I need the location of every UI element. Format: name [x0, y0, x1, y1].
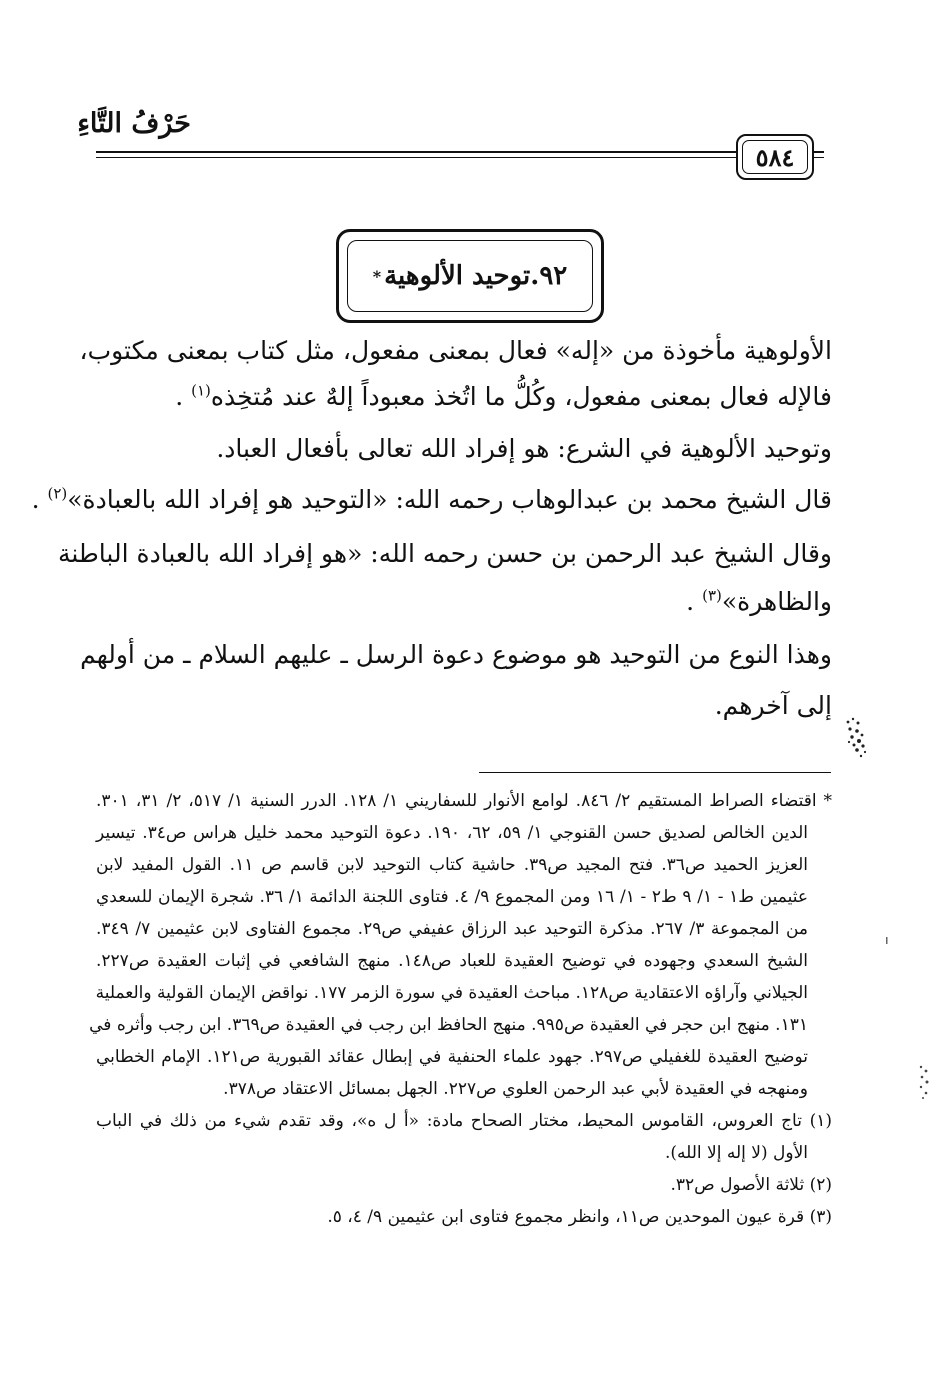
scan-speck-icon — [915, 1062, 933, 1102]
footnote-2: (٢) ثلاثة الأصول ص٣٢. — [670, 1175, 832, 1195]
line-end-period: . — [31, 485, 40, 514]
header-rule — [96, 151, 738, 153]
line-end-period: . — [175, 382, 184, 411]
footnote-line: الجيلاني وآراؤه الاعتقادية ص١٢٨. مباحث العقيدة في سورة الزمر ١٧٧. نواقض الإيمان القولية والعملية — [95, 983, 808, 1003]
footnote-star-marker: * — [823, 791, 833, 811]
body-line-text: قال الشيخ محمد بن عبدالوهاب رحمه الله: «التوحيد هو إفراد الله بالعبادة» — [67, 485, 832, 514]
footnote-line: الشيخ السعدي وجهوده في توضيح العقيدة للعباد ص١٤٨. منهج الشافعي في إثبات العقيدة ص٢٢٧. — [96, 951, 808, 971]
footnote-line: ومنهجه في العقيدة لأبي عبد الرحمن العلوي ص٢٢٧. الجهل بمسائل الاعتقاد ص٣٧٨. — [223, 1079, 808, 1099]
body-paragraph-line: وتوحيد الألوهية في الشرع: هو إفراد الله تعالى بأفعال العباد. — [216, 434, 832, 463]
footnote-line: الدين الخالص لصديق حسن القنوجي ١/ ٥٩، ٦٢، ١٩٠. دعوة التوحيد محمد خليل هراس ص٣٤. تيسير — [96, 823, 809, 843]
footnote-line — [96, 786, 832, 816]
ornament-icon — [838, 714, 872, 764]
body-paragraph-line — [175, 377, 832, 417]
body-paragraph-line — [32, 480, 832, 520]
footnote-separator — [479, 772, 831, 773]
footnote-text: اقتضاء الصراط المستقيم ٢/ ٨٤٦. لوامع الأنوار للسفاريني ١/ ١٢٨. الدرر السنية ١/ ٥١٧، ٢/ ٣١، ٣٠١. — [96, 791, 817, 811]
header-rule-thin — [96, 157, 738, 158]
footnote-line: توضيح العقيدة للغفيلي ص٢٩٧. جهود علماء الحنفية في إبطال عقائد القبورية ص١٢١. الإمام الخطابي — [96, 1047, 809, 1067]
footnote-line: العزيز الحميد ص٣٦. فتح المجيد ص٣٩. حاشية كتاب التوحيد لابن قاسم ص ١١. القول المفيد لابن — [96, 855, 808, 875]
running-head: حَرْفُ التَّاءِ — [77, 108, 191, 139]
footnote-line: عثيمين ط١ - ١/ ٩ ط٢ - ١/ ١٦ ومن المجموع ٩/ ٤. فتاوى اللجنة الدائمة ١/ ٣٦. شجرة الإيمان للسعدي — [96, 887, 808, 907]
scan-speck-icon — [884, 936, 890, 946]
body-paragraph-line: إلى آخرهم. — [714, 691, 832, 720]
chapter-title-box — [336, 229, 604, 323]
footnote-ref-3: (٣) — [702, 586, 722, 605]
body-paragraph-line: وقال الشيخ عبد الرحمن بن حسن رحمه الله: «هو إفراد الله بالعبادة الباطنة — [57, 539, 832, 568]
body-line-text: والظاهرة» — [721, 587, 832, 616]
footnote-line: ١٣١. منهج ابن حجر في العقيدة ص٩٩٥. منهج الحافظ ابن رجب في العقيدة ص٣٦٩. ابن رجب وأثره في — [89, 1015, 808, 1035]
body-paragraph-line: الأولوهية مأخوذة من «إله» فعال بمعنى مفعول، مثل كتاب بمعنى مكتوب، — [79, 336, 832, 365]
line-end-period: . — [686, 587, 695, 616]
footnote-3: (٣) قرة عيون الموحدين ص١١، وانظر مجموع فتاوى ابن عثيمين ٩/ ٤، ٥. — [327, 1207, 832, 1227]
footnote-line: من المجموعة ٣/ ٢٦٧. مذكرة التوحيد عبد الرزاق عفيفي ص٢٩. مجموع الفتاوى لابن عثيمين ٧/ ٣٤٩. — [96, 919, 808, 939]
body-paragraph-line — [686, 582, 832, 622]
body-paragraph-line: وهذا النوع من التوحيد هو موضوع دعوة الرسل ـ عليهم السلام ـ من أولهم — [80, 640, 832, 669]
chapter-title-text: ٩٢.توحيد الألوهية — [384, 261, 568, 291]
page-number: ٥٨٤ — [736, 134, 814, 180]
footnote-1-cont: الأول (لا إله إلا الله). — [664, 1143, 808, 1163]
footnote-ref-2: (٢) — [47, 484, 68, 503]
footnote-1: (١) تاج العروس، القاموس المحيط، مختار الصحاح مادة: «أ ل ه»، وقد تقدم شيء من ذلك في الباب — [96, 1111, 832, 1131]
title-footnote-marker: * — [372, 266, 382, 286]
body-line-text: فالإله فعال بمعنى مفعول، وكُلُّ ما اتُخذ معبوداً إلهٌ عند مُتخِذه — [210, 382, 832, 411]
chapter-title — [347, 240, 593, 312]
footnote-ref-1: (١) — [191, 381, 211, 400]
